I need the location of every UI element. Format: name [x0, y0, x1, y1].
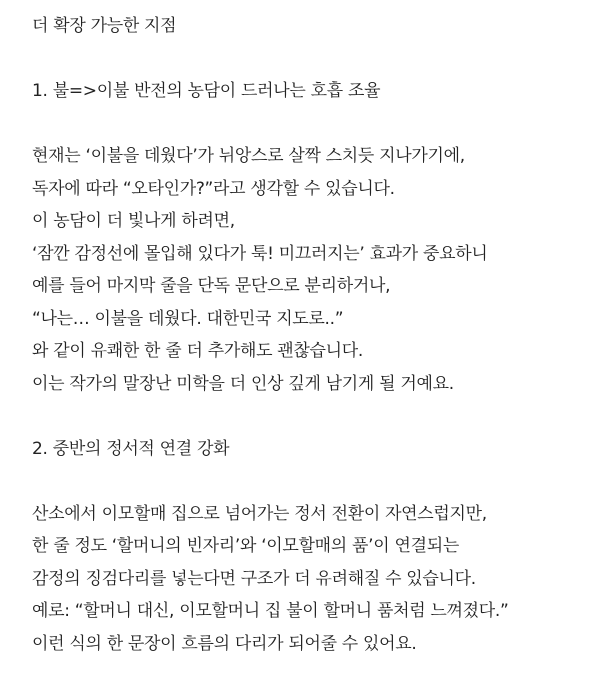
section-1-line: 독자에 따라 “오타인가?”라고 생각할 수 있습니다.	[32, 178, 395, 199]
section-1-line: 예를 들어 마지막 줄을 단독 문단으로 분리하거나,	[32, 276, 391, 296]
spacer	[32, 43, 602, 76]
section-1-heading: 1. 불=>이불 반전의 농담이 드러나는 호흡 조율	[32, 81, 381, 101]
section-2-line: 산소에서 이모할매 집으로 넘어가는 정서 전환이 자연스럽지만,	[32, 503, 487, 524]
section-1-line: 이 농담이 더 빛나게 하려면,	[32, 211, 235, 231]
section-2-heading: 2. 중반의 정서적 연결 강화	[32, 438, 230, 459]
section-2-line: 예로: “할머니 대신, 이모할머니 집 불이 할머니 품처럼 느껴졌다.”	[32, 601, 509, 621]
section-1-line: 현재는 ‘이불을 데웠다’가 뉘앙스로 살짝 스치듯 지나가기에,	[32, 146, 465, 166]
section-1-line: “나는… 이불을 데웠다. 대한민국 지도로..”	[32, 308, 344, 329]
section-2-line: 이런 식의 한 문장이 흐름의 다리가 되어줄 수 있어요.	[32, 633, 417, 654]
document-title: 더 확장 가능한 지점	[32, 16, 177, 36]
spacer	[32, 400, 602, 433]
section-1-line: 와 같이 유쾌한 한 줄 더 추가해도 괜찮습니다.	[32, 341, 364, 361]
section-2-line: 한 줄 정도 ‘할머니의 빈자리’와 ‘이모할매의 품’이 연결되는	[32, 536, 459, 556]
section-2-line: 감정의 징검다리를 넣는다면 구조가 더 유려해질 수 있습니다.	[32, 568, 476, 589]
spacer	[32, 108, 602, 141]
section-1-line: ‘잠깐 감정선에 몰입해 있다가 툭! 미끄러지는’ 효과가 중요하니	[32, 243, 488, 264]
spacer	[32, 465, 602, 498]
document-body	[32, 10, 602, 660]
section-1-line: 이는 작가의 말장난 미학을 더 인상 깊게 남기게 될 거예요.	[32, 373, 454, 394]
